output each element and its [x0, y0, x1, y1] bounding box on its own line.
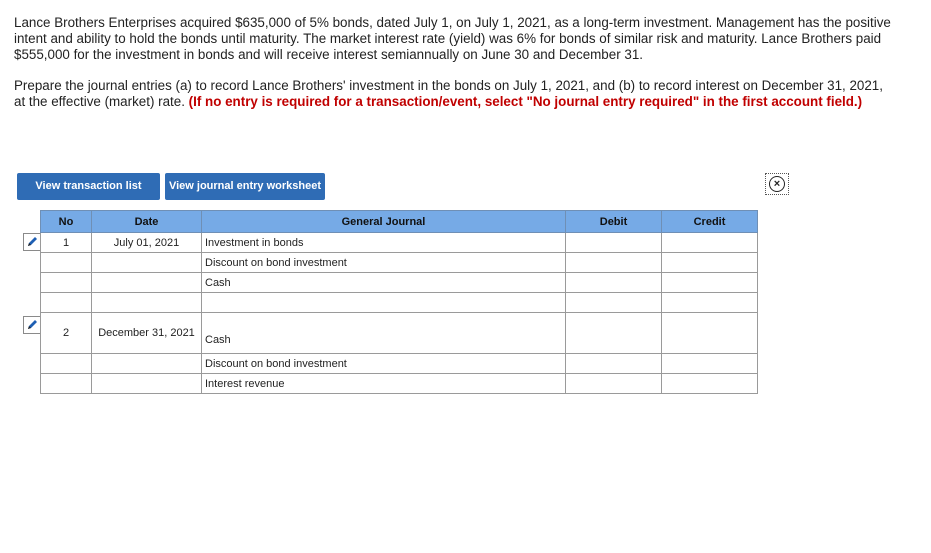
- close-circle-icon: ×: [769, 176, 785, 192]
- row-date: [92, 293, 202, 313]
- row-credit: [662, 313, 758, 354]
- table-row: [41, 374, 758, 394]
- row-account: [202, 293, 566, 313]
- instruction-text: Prepare the journal entries (a) to record Lance Brothers' investment in the bonds on July 1, 2021, and (b) to record interest on December 31, 2021, at the effective (market) rate.: [14, 78, 883, 109]
- row-credit: [662, 273, 758, 293]
- row-account: Cash: [202, 313, 566, 354]
- row-no: [41, 374, 92, 394]
- row-account: Discount on bond investment: [202, 253, 566, 273]
- table-row: [41, 313, 758, 354]
- row-no: [41, 354, 92, 374]
- row-debit: [566, 293, 662, 313]
- close-button[interactable]: [765, 173, 789, 195]
- problem-paragraph: Lance Brothers Enterprises acquired $635,000 of 5% bonds, dated July 1, on July 1, 2021, as a long-term investment. Management has the positive intent and ability to hold the bonds until maturity. The market interest rate (yield) was 6% for bonds of similar risk and maturity. Lance Brothers paid $555,000 for the investment in bonds and will receive interest semiannually on June 30 and December 31.: [14, 15, 891, 62]
- row-date: July 01, 2021: [92, 233, 202, 253]
- row-date: [92, 273, 202, 293]
- row-no: [41, 253, 92, 273]
- row-debit: [566, 313, 662, 354]
- row-credit: [662, 233, 758, 253]
- row-debit: [566, 253, 662, 273]
- row-date: [92, 374, 202, 394]
- header-credit: Credit: [662, 211, 758, 233]
- row-no: [41, 273, 92, 293]
- view-transaction-list-button[interactable]: View transaction list: [17, 173, 160, 200]
- row-account: Investment in bonds: [202, 233, 566, 253]
- row-credit: [662, 253, 758, 273]
- row-debit: [566, 374, 662, 394]
- row-account: Discount on bond investment: [202, 354, 566, 374]
- row-date: [92, 354, 202, 374]
- row-debit: [566, 273, 662, 293]
- table-row: [41, 354, 758, 374]
- header-debit: Debit: [566, 211, 662, 233]
- row-no: [41, 293, 92, 313]
- view-journal-worksheet-button[interactable]: View journal entry worksheet: [165, 173, 325, 200]
- edit-entry-1-button[interactable]: [23, 233, 41, 251]
- header-no: No: [41, 211, 92, 233]
- problem-text: [14, 15, 894, 110]
- instruction-required-note: (If no entry is required for a transaction/event, select "No journal entry required" in the first account field.): [188, 94, 863, 109]
- row-date: December 31, 2021: [92, 313, 202, 354]
- row-credit: [662, 354, 758, 374]
- row-no: 1: [41, 233, 92, 253]
- table-row: [41, 233, 758, 253]
- row-date: [92, 253, 202, 273]
- journal-table: [40, 210, 758, 394]
- row-account: Cash: [202, 273, 566, 293]
- problem-instruction: [14, 78, 894, 110]
- row-credit: [662, 293, 758, 313]
- pencil-icon: [26, 236, 38, 248]
- row-debit: [566, 354, 662, 374]
- table-row: [41, 253, 758, 273]
- row-account: Interest revenue: [202, 374, 566, 394]
- row-debit: [566, 233, 662, 253]
- edit-entry-2-button[interactable]: [23, 316, 41, 334]
- pencil-icon: [26, 319, 38, 331]
- header-general-journal: General Journal: [202, 211, 566, 233]
- header-date: Date: [92, 211, 202, 233]
- row-credit: [662, 374, 758, 394]
- row-no: 2: [41, 313, 92, 354]
- table-row: [41, 273, 758, 293]
- table-row: [41, 293, 758, 313]
